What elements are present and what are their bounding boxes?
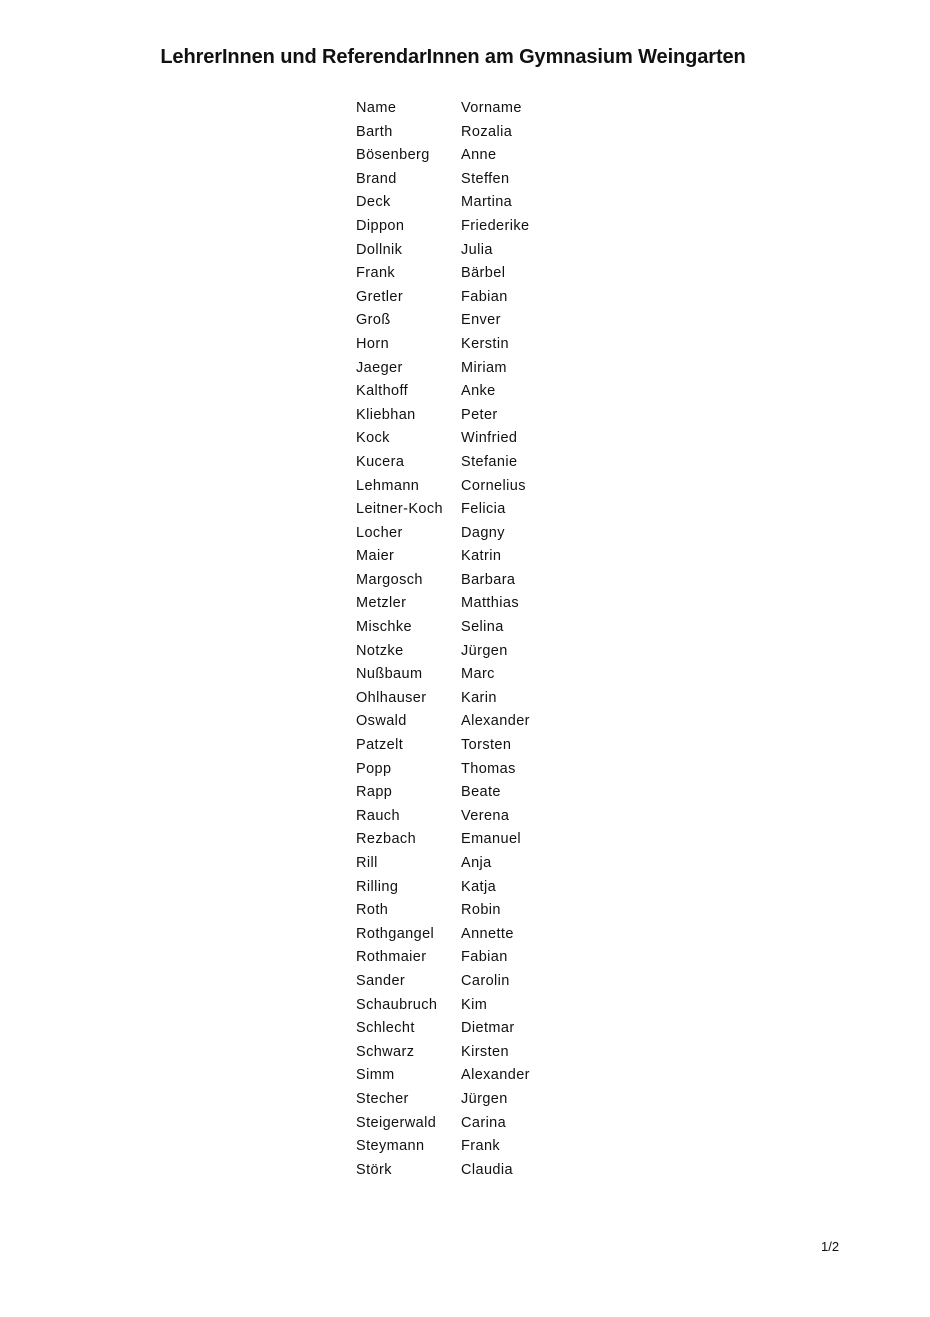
table-row xyxy=(356,475,551,499)
column-header-name: Name xyxy=(356,100,397,116)
table-row xyxy=(356,640,551,664)
cell-name: Horn xyxy=(356,335,390,352)
cell-name: Rapp xyxy=(356,784,393,801)
cell-name: Roth xyxy=(356,902,389,919)
cell-vorname: Anne xyxy=(461,147,497,164)
table-row xyxy=(356,144,551,168)
table-row xyxy=(356,1112,551,1136)
cell-vorname: Stefanie xyxy=(461,453,518,470)
table-row xyxy=(356,215,551,239)
cell-name: Bösenberg xyxy=(356,147,430,164)
cell-name: Patzelt xyxy=(356,737,404,754)
cell-name: Steigerwald xyxy=(356,1114,437,1131)
cell-name: Kucera xyxy=(356,453,405,470)
cell-vorname: Alexander xyxy=(461,1067,530,1084)
cell-name: Kock xyxy=(356,430,390,447)
column-header-vorname: Vorname xyxy=(461,100,522,116)
cell-vorname: Kerstin xyxy=(461,335,509,352)
table-row xyxy=(356,545,551,569)
cell-vorname: Fabian xyxy=(461,288,508,305)
cell-name: Rothgangel xyxy=(356,925,435,942)
cell-vorname: Claudia xyxy=(461,1161,513,1178)
table-row xyxy=(356,828,551,852)
table-row xyxy=(356,758,551,782)
table-row xyxy=(356,663,551,687)
cell-name: Rauch xyxy=(356,807,400,824)
cell-vorname: Alexander xyxy=(461,713,530,730)
cell-name: Metzler xyxy=(356,595,407,612)
cell-vorname: Matthias xyxy=(461,595,519,612)
table-row xyxy=(356,781,551,805)
cell-name: Steymann xyxy=(356,1138,425,1155)
table-row xyxy=(356,357,551,381)
table-body xyxy=(356,121,551,1183)
cell-name: Frank xyxy=(356,265,396,282)
cell-vorname: Anke xyxy=(461,383,496,400)
table-row xyxy=(356,168,551,192)
cell-name: Rilling xyxy=(356,878,399,895)
page-number: 1/2 xyxy=(821,1239,840,1254)
table-row xyxy=(356,121,551,145)
cell-name: Rill xyxy=(356,855,378,871)
table-row xyxy=(356,380,551,404)
table-row xyxy=(356,687,551,711)
table-header xyxy=(356,97,551,121)
cell-vorname: Kim xyxy=(461,996,488,1013)
cell-name: Locher xyxy=(356,524,403,541)
cell-name: Störk xyxy=(356,1161,392,1178)
table-row xyxy=(356,1017,551,1041)
table-row xyxy=(356,404,551,428)
table-row xyxy=(356,262,551,286)
page-title: LehrerInnen und ReferendarInnen am Gymnasium Weingarten xyxy=(160,46,746,68)
cell-vorname: Frank xyxy=(461,1138,501,1155)
cell-name: Nußbaum xyxy=(356,666,423,683)
table-row xyxy=(356,899,551,923)
cell-vorname: Enver xyxy=(461,312,501,329)
cell-name: Mischke xyxy=(356,619,412,636)
cell-name: Leitner-Koch xyxy=(356,501,444,518)
table-row xyxy=(356,1135,551,1159)
cell-name: Deck xyxy=(356,194,391,211)
table-row xyxy=(356,805,551,829)
table-row xyxy=(356,522,551,546)
cell-vorname: Dagny xyxy=(461,524,505,541)
cell-vorname: Bärbel xyxy=(461,265,506,282)
cell-vorname: Thomas xyxy=(461,760,516,777)
cell-name: Notzke xyxy=(356,642,404,659)
cell-vorname: Torsten xyxy=(461,737,512,754)
cell-vorname: Katja xyxy=(461,878,497,895)
table-row xyxy=(356,970,551,994)
cell-name: Maier xyxy=(356,548,395,565)
cell-name: Brand xyxy=(356,170,397,187)
cell-vorname: Marc xyxy=(461,666,495,683)
cell-name: Lehmann xyxy=(356,477,420,494)
table-row xyxy=(356,309,551,333)
cell-name: Jaeger xyxy=(356,359,403,376)
cell-name: Schlecht xyxy=(356,1020,415,1037)
table-row xyxy=(356,498,551,522)
cell-name: Schwarz xyxy=(356,1043,415,1060)
table-row xyxy=(356,1041,551,1065)
table-row xyxy=(356,286,551,310)
cell-vorname: Julia xyxy=(461,241,493,258)
table-row xyxy=(356,239,551,263)
cell-vorname: Verena xyxy=(461,807,510,824)
table-row xyxy=(356,1088,551,1112)
table-row xyxy=(356,592,551,616)
cell-vorname: Kirsten xyxy=(461,1043,509,1060)
cell-vorname: Martina xyxy=(461,194,513,211)
cell-name: Gretler xyxy=(356,288,404,305)
cell-name: Margosch xyxy=(356,571,423,588)
cell-vorname: Selina xyxy=(461,619,504,636)
cell-vorname: Steffen xyxy=(461,170,510,187)
cell-vorname: Emanuel xyxy=(461,831,522,848)
table-row xyxy=(356,876,551,900)
cell-vorname: Jürgen xyxy=(461,642,508,659)
table-row xyxy=(356,1064,551,1088)
table-row xyxy=(356,569,551,593)
cell-vorname: Felicia xyxy=(461,501,506,518)
cell-name: Kliebhan xyxy=(356,406,416,423)
cell-vorname: Carina xyxy=(461,1114,507,1131)
cell-vorname: Annette xyxy=(461,925,514,942)
table-row xyxy=(356,946,551,970)
cell-vorname: Anja xyxy=(461,855,492,871)
cell-vorname: Cornelius xyxy=(461,477,526,494)
header-row xyxy=(356,97,551,121)
cell-name: Groß xyxy=(356,312,391,329)
cell-name: Ohlhauser xyxy=(356,689,427,706)
table-row xyxy=(356,191,551,215)
table-row xyxy=(356,1159,551,1183)
cell-vorname: Beate xyxy=(461,784,501,801)
cell-vorname: Katrin xyxy=(461,548,502,565)
table-row xyxy=(356,923,551,947)
cell-name: Dollnik xyxy=(356,241,403,258)
table-row xyxy=(356,333,551,357)
cell-vorname: Fabian xyxy=(461,949,508,966)
teacher-table xyxy=(356,97,551,1182)
table-row xyxy=(356,734,551,758)
cell-vorname: Dietmar xyxy=(461,1020,515,1037)
cell-vorname: Peter xyxy=(461,406,498,423)
table-row xyxy=(356,427,551,451)
cell-name: Kalthoff xyxy=(356,383,409,400)
cell-name: Stecher xyxy=(356,1090,409,1107)
cell-vorname: Miriam xyxy=(461,359,507,376)
cell-vorname: Barbara xyxy=(461,571,516,588)
cell-name: Oswald xyxy=(356,713,407,730)
cell-vorname: Friederike xyxy=(461,217,530,234)
table-row xyxy=(356,994,551,1018)
cell-name: Schaubruch xyxy=(356,996,438,1013)
table-row xyxy=(356,616,551,640)
cell-vorname: Winfried xyxy=(461,430,518,447)
cell-name: Rothmaier xyxy=(356,949,427,966)
table-row xyxy=(356,710,551,734)
cell-vorname: Rozalia xyxy=(461,123,513,140)
cell-name: Barth xyxy=(356,123,393,140)
cell-vorname: Carolin xyxy=(461,972,510,989)
table-row xyxy=(356,852,551,876)
cell-name: Popp xyxy=(356,760,392,777)
table-row xyxy=(356,451,551,475)
cell-vorname: Karin xyxy=(461,689,497,706)
cell-name: Simm xyxy=(356,1067,395,1084)
cell-name: Sander xyxy=(356,972,406,989)
cell-vorname: Robin xyxy=(461,902,501,919)
cell-vorname: Jürgen xyxy=(461,1090,508,1107)
cell-name: Dippon xyxy=(356,217,405,234)
cell-name: Rezbach xyxy=(356,831,417,848)
